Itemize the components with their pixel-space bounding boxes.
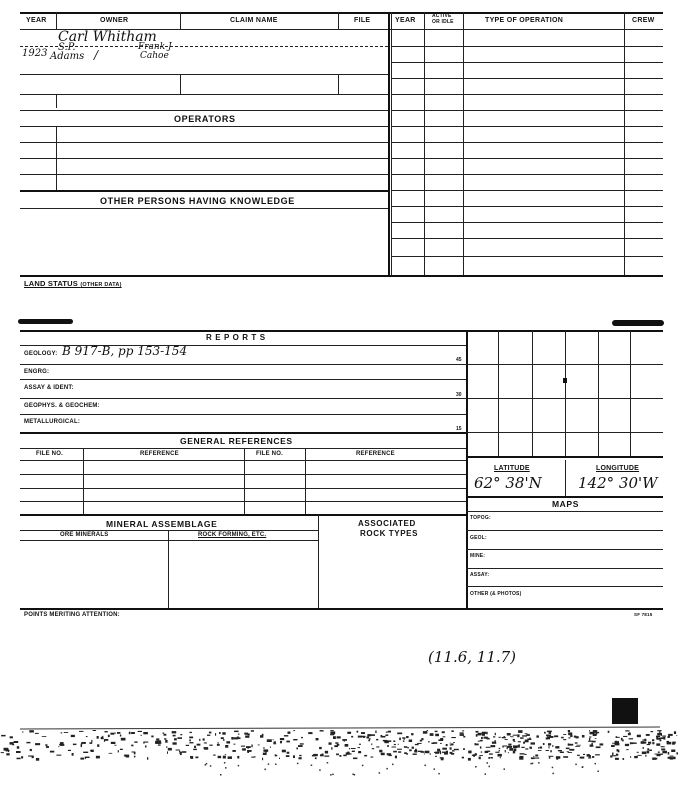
gen-ref-col-reference-1: REFERENCE: [140, 451, 179, 457]
header-owner: OWNER: [100, 17, 129, 24]
header-year: YEAR: [26, 17, 47, 24]
report-code-metallurgical: 15: [456, 426, 462, 432]
rock-forming-label: ROCK FORMING, ETC.: [198, 532, 267, 538]
form-number: SF 7815: [634, 612, 653, 617]
latitude-value: 62° 38'N: [474, 474, 542, 492]
owner-handwritten-adams: Adams: [50, 51, 85, 62]
land-status-title: LAND STATUS: [24, 279, 79, 288]
report-label-engrg: ENGRG:: [24, 369, 50, 375]
header-or-idle: OR IDLE: [432, 19, 454, 25]
maps-row-topog: TOPOG:: [470, 515, 491, 521]
maps-row-assay: ASSAY:: [470, 572, 490, 578]
owner-handwritten-year: 1923: [22, 48, 48, 59]
report-label-metallurgical: METALLURGICAL:: [24, 419, 81, 425]
gen-ref-col-file-no-1: FILE NO.: [36, 451, 63, 457]
associated-label: ASSOCIATED: [358, 519, 416, 528]
other-persons-label: OTHER PERSONS HAVING KNOWLEDGE: [100, 196, 295, 206]
land-status-label: [24, 279, 122, 288]
operators-label: OPERATORS: [174, 114, 236, 124]
report-label-geophys: GEOPHYS. & GEOCHEM:: [24, 403, 100, 409]
land-status-sublabel: (OTHER DATA): [80, 282, 122, 288]
scan-blot-right: [612, 320, 664, 326]
header-claim-name: CLAIM NAME: [230, 17, 278, 24]
header-file: FILE: [354, 17, 371, 24]
gen-ref-col-file-no-2: FILE NO.: [256, 451, 283, 457]
scan-noise-band: [0, 710, 678, 800]
report-code-assay: 30: [456, 392, 462, 398]
maps-row-mine: MINE:: [470, 553, 486, 559]
maps-row-other: OTHER (& PHOTOS): [470, 591, 522, 597]
handwritten-slash: /: [94, 48, 99, 62]
handwritten-note: (11.6, 11.7): [428, 648, 517, 666]
maps-row-geol: GEOL:: [470, 535, 487, 541]
header-year-2: YEAR: [395, 17, 416, 24]
header-type-of-operation: TYPE OF OPERATION: [485, 17, 564, 24]
longitude-value: 142° 30'W: [578, 474, 658, 492]
latitude-label: LATITUDE: [494, 465, 530, 472]
header-crew: CREW: [632, 17, 655, 24]
mineral-assemblage-title: MINERAL ASSEMBLAGE: [106, 519, 218, 529]
ore-minerals-label: ORE MINERALS: [60, 532, 109, 538]
header-active: ACTIVE: [432, 13, 452, 19]
owner-handwritten-cahoe: Cahoe: [140, 51, 169, 61]
scan-blot-left: [18, 319, 73, 324]
report-value-geology: B 917-B, pp 153-154: [62, 344, 188, 358]
reports-title: R E P O R T S: [206, 333, 266, 342]
report-label-assay: ASSAY & IDENT:: [24, 385, 74, 391]
maps-title: MAPS: [552, 499, 579, 509]
longitude-label: LONGITUDE: [596, 465, 640, 472]
rock-types-label: ROCK TYPES: [360, 529, 419, 538]
owner-handwritten-name: Carl Whitham: [58, 29, 157, 45]
general-references-title: GENERAL REFERENCES: [180, 436, 293, 446]
owner-handwritten-sp: S.P.: [58, 42, 76, 53]
owner-handwritten-frank: Frank J: [138, 42, 172, 52]
report-label-geology: GEOLOGY:: [24, 351, 58, 357]
gen-ref-col-reference-2: REFERENCE: [356, 451, 395, 457]
report-code-geology: 45: [456, 357, 462, 363]
points-meriting-attention-label: POINTS MERITING ATTENTION:: [24, 612, 120, 618]
